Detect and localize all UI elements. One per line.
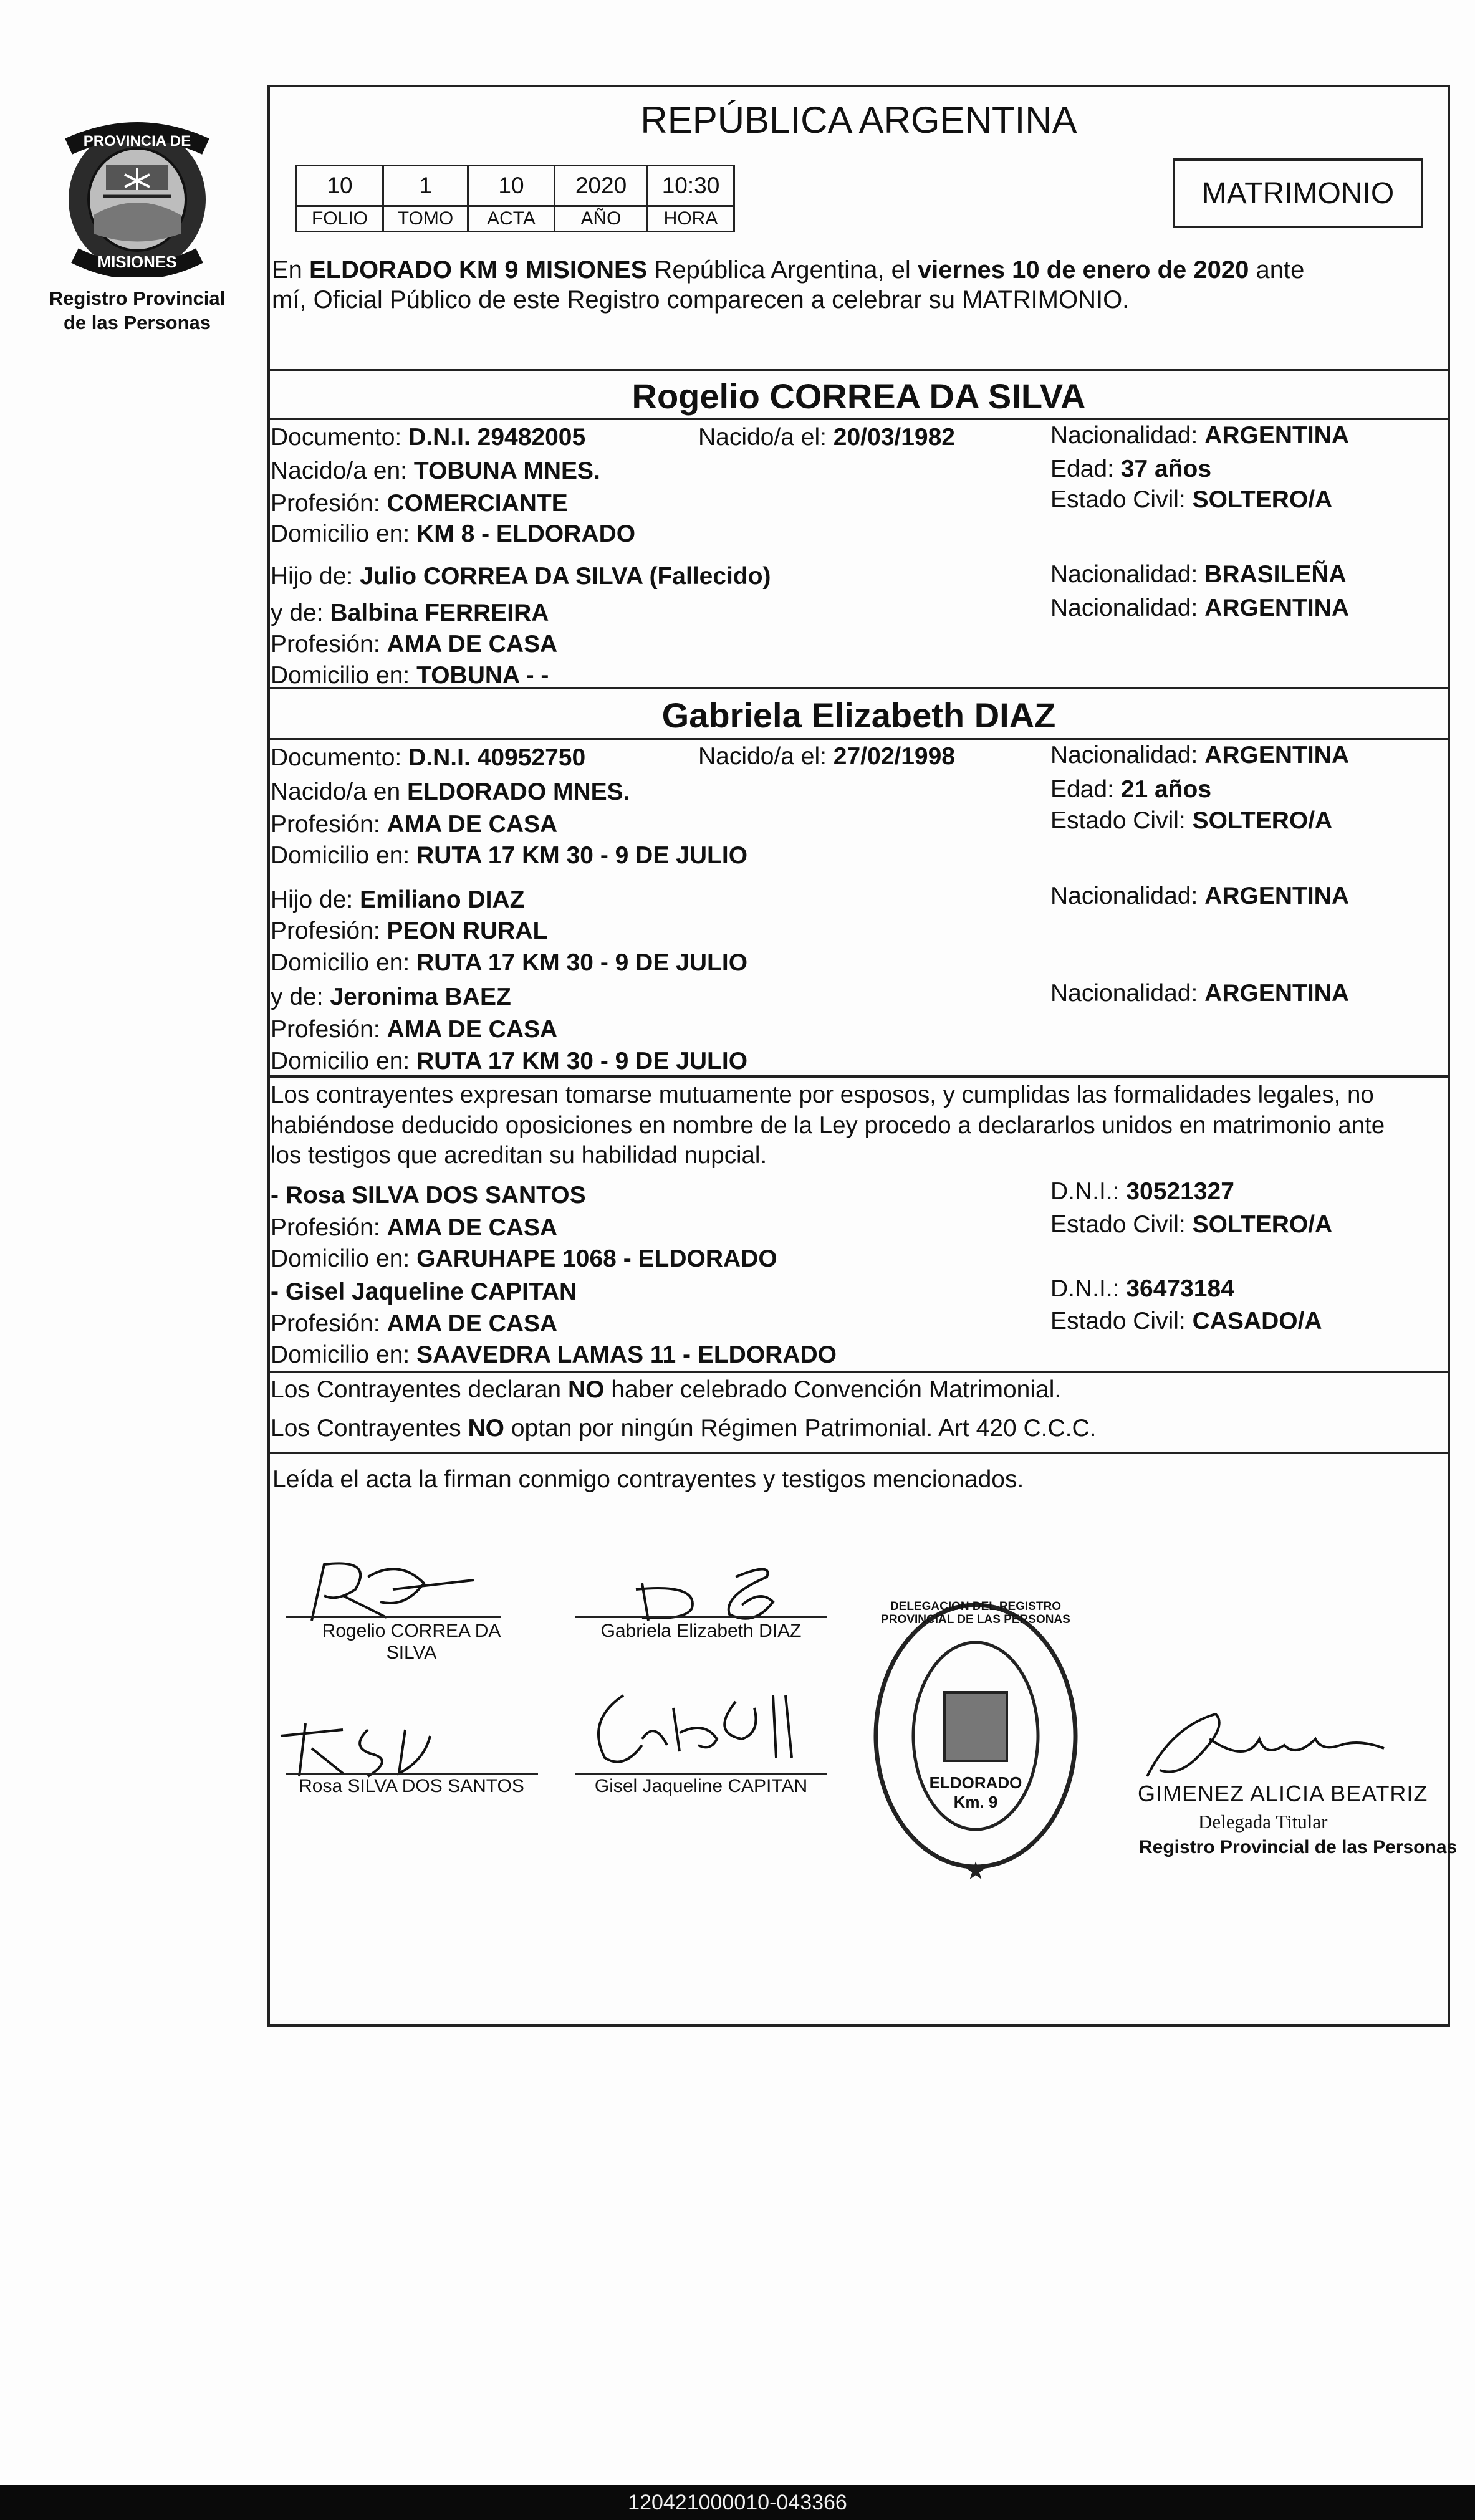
registry-caption-line2: de las Personas <box>63 312 211 333</box>
bride-age: Edad: 21 años <box>1050 776 1212 803</box>
witness2-signature-line <box>575 1773 827 1775</box>
seal-text-top: PROVINCIA DE <box>83 133 191 150</box>
bride-mother-nationality: Nacionalidad: ARGENTINA <box>1050 980 1350 1007</box>
intro-line2: mí, Oficial Público de este Registro comparecen a celebrar su MATRIMONIO. <box>272 286 1130 314</box>
witness2-profession: Profesión: AMA DE CASA <box>271 1310 558 1337</box>
bride-birth-date: Nacido/a el: 27/02/1998 <box>698 743 955 770</box>
document-code: 120421000010-043366 <box>628 2490 847 2514</box>
witness1-dni: D.N.I.: 30521327 <box>1050 1178 1234 1205</box>
divider <box>267 418 1450 420</box>
declaration-line2: habiéndose deducido oposiciones en nombre de la Ley procedo a declararlos unidos en matrimonio ante <box>271 1112 1385 1139</box>
document-code-bar <box>0 2485 1475 2520</box>
witness2-name: - Gisel Jaqueline CAPITAN <box>271 1278 577 1305</box>
groom-mother-address: Domicilio en: TOBUNA - - <box>271 662 549 689</box>
bride-father-nationality: Nacionalidad: ARGENTINA <box>1050 883 1350 909</box>
official-signature-icon <box>1135 1702 1396 1789</box>
hora-label: HORA <box>648 206 734 232</box>
stamp-icon <box>860 1596 1091 1889</box>
divider <box>267 738 1450 740</box>
groom-birthplace: Nacido/a en: TOBUNA MNES. <box>271 458 600 484</box>
bride-father: Hijo de: Emiliano DIAZ <box>271 886 525 913</box>
bride-name: Gabriela Elizabeth DIAZ <box>661 696 1056 735</box>
declaration-line1: Los contrayentes expresan tomarse mutuamente por esposos, y cumplidas las formalidades legales, no <box>271 1081 1374 1108</box>
witness2-signature-caption: Gisel Jaqueline CAPITAN <box>594 1776 808 1796</box>
bride-civil-status: Estado Civil: SOLTERO/A <box>1050 807 1333 834</box>
witness1-address: Domicilio en: GARUHAPE 1068 - ELDORADO <box>271 1245 777 1272</box>
anio-label: AÑO <box>555 206 648 232</box>
divider <box>267 369 1450 371</box>
tomo-value: 1 <box>383 166 468 206</box>
witness2-address: Domicilio en: SAAVEDRA LAMAS 11 - ELDORADO <box>271 1341 837 1368</box>
groom-profession: Profesión: COMERCIANTE <box>271 490 568 517</box>
seal-text-bottom: MISIONES <box>97 252 177 271</box>
witness2-signature-icon <box>586 1683 810 1776</box>
groom-address: Domicilio en: KM 8 - ELDORADO <box>271 520 636 547</box>
intro-line1: En ELDORADO KM 9 MISIONES República Argentina, el viernes 10 de enero de 2020 ante <box>272 256 1305 284</box>
bride-birthplace: Nacido/a en ELDORADO MNES. <box>271 779 630 805</box>
act-type-box: MATRIMONIO <box>1173 158 1423 228</box>
hora-value: 10:30 <box>648 166 734 206</box>
registration-table <box>295 165 735 232</box>
stamp-inner-text: ELDORADO Km. 9 <box>929 1773 1022 1811</box>
groom-signature-caption: Rogelio CORREA DA SILVA <box>322 1621 501 1663</box>
bride-address: Domicilio en: RUTA 17 KM 30 - 9 DE JULIO <box>271 842 748 869</box>
groom-civil-status: Estado Civil: SOLTERO/A <box>1050 486 1333 513</box>
bride-father-address: Domicilio en: RUTA 17 KM 30 - 9 DE JULIO <box>271 949 748 976</box>
bride-mother-profession: Profesión: AMA DE CASA <box>271 1016 558 1043</box>
registry-logo <box>44 122 231 346</box>
anio-value: 2020 <box>555 166 648 206</box>
official-role: Delegada Titular <box>1198 1811 1328 1833</box>
witness1-civil-status: Estado Civil: SOLTERO/A <box>1050 1211 1333 1238</box>
convention-line2: Los Contrayentes NO optan por ningún Régimen Patrimonial. Art 420 C.C.C. <box>271 1415 1097 1442</box>
groom-birth-date: Nacido/a el: 20/03/1982 <box>698 424 955 451</box>
groom-mother-profession: Profesión: AMA DE CASA <box>271 631 558 658</box>
folio-label: FOLIO <box>297 206 383 232</box>
groom-father-nationality: Nacionalidad: BRASILEÑA <box>1050 561 1347 588</box>
divider <box>267 1371 1450 1373</box>
groom-age: Edad: 37 años <box>1050 456 1212 482</box>
groom-mother-nationality: Nacionalidad: ARGENTINA <box>1050 595 1350 621</box>
witness1-signature-icon <box>274 1711 449 1780</box>
bride-signature-line <box>575 1616 827 1618</box>
acta-label: ACTA <box>468 206 555 232</box>
witness1-name: - Rosa SILVA DOS SANTOS <box>271 1182 586 1209</box>
closing-statement: Leída el acta la firman conmigo contrayentes y testigos mencionados. <box>272 1466 1024 1493</box>
groom-name: Rogelio CORREA DA SILVA <box>632 376 1086 416</box>
groom-documento: Documento: D.N.I. 29482005 <box>271 424 586 451</box>
witness2-civil-status: Estado Civil: CASADO/A <box>1050 1308 1322 1334</box>
groom-signature-line <box>286 1616 501 1618</box>
bride-mother: y de: Jeronima BAEZ <box>271 984 511 1010</box>
bride-signature-caption: Gabriela Elizabeth DIAZ <box>600 1621 802 1641</box>
official-office: Registro Provincial de las Personas <box>1139 1837 1458 1857</box>
bride-mother-address: Domicilio en: RUTA 17 KM 30 - 9 DE JULIO <box>271 1048 748 1075</box>
witness1-signature-line <box>286 1773 538 1775</box>
registry-stamp <box>860 1596 1091 1889</box>
document-title: REPÚBLICA ARGENTINA <box>640 99 1077 141</box>
tomo-label: TOMO <box>383 206 468 232</box>
bride-father-profession: Profesión: PEON RURAL <box>271 917 548 944</box>
witness1-profession: Profesión: AMA DE CASA <box>271 1214 558 1241</box>
divider <box>267 1452 1450 1454</box>
stamp-ring-text: DELEGACION DEL REGISTRO PROVINCIAL DE LAS PERSONAS <box>881 1600 1070 1626</box>
bride-nationality: Nacionalidad: ARGENTINA <box>1050 742 1350 769</box>
groom-nationality: Nacionalidad: ARGENTINA <box>1050 422 1350 449</box>
svg-text:★: ★ <box>964 1857 987 1885</box>
convention-line1: Los Contrayentes declaran NO haber celebrado Convención Matrimonial. <box>271 1376 1062 1403</box>
registry-caption-line1: Registro Provincial <box>49 287 226 309</box>
groom-mother: y de: Balbina FERREIRA <box>271 600 549 626</box>
witness2-dni: D.N.I.: 36473184 <box>1050 1275 1234 1302</box>
groom-father: Hijo de: Julio CORREA DA SILVA (Fallecido) <box>271 563 771 590</box>
acta-value: 10 <box>468 166 555 206</box>
bride-documento: Documento: D.N.I. 40952750 <box>271 744 586 771</box>
groom-signature-icon <box>299 1552 486 1627</box>
bride-profession: Profesión: AMA DE CASA <box>271 811 558 838</box>
declaration-line3: los testigos que acreditan su habilidad nupcial. <box>271 1142 767 1169</box>
official-name: GIMENEZ ALICIA BEATRIZ <box>1138 1781 1428 1806</box>
witness1-signature-caption: Rosa SILVA DOS SANTOS <box>299 1776 524 1796</box>
folio-value: 10 <box>297 166 383 206</box>
